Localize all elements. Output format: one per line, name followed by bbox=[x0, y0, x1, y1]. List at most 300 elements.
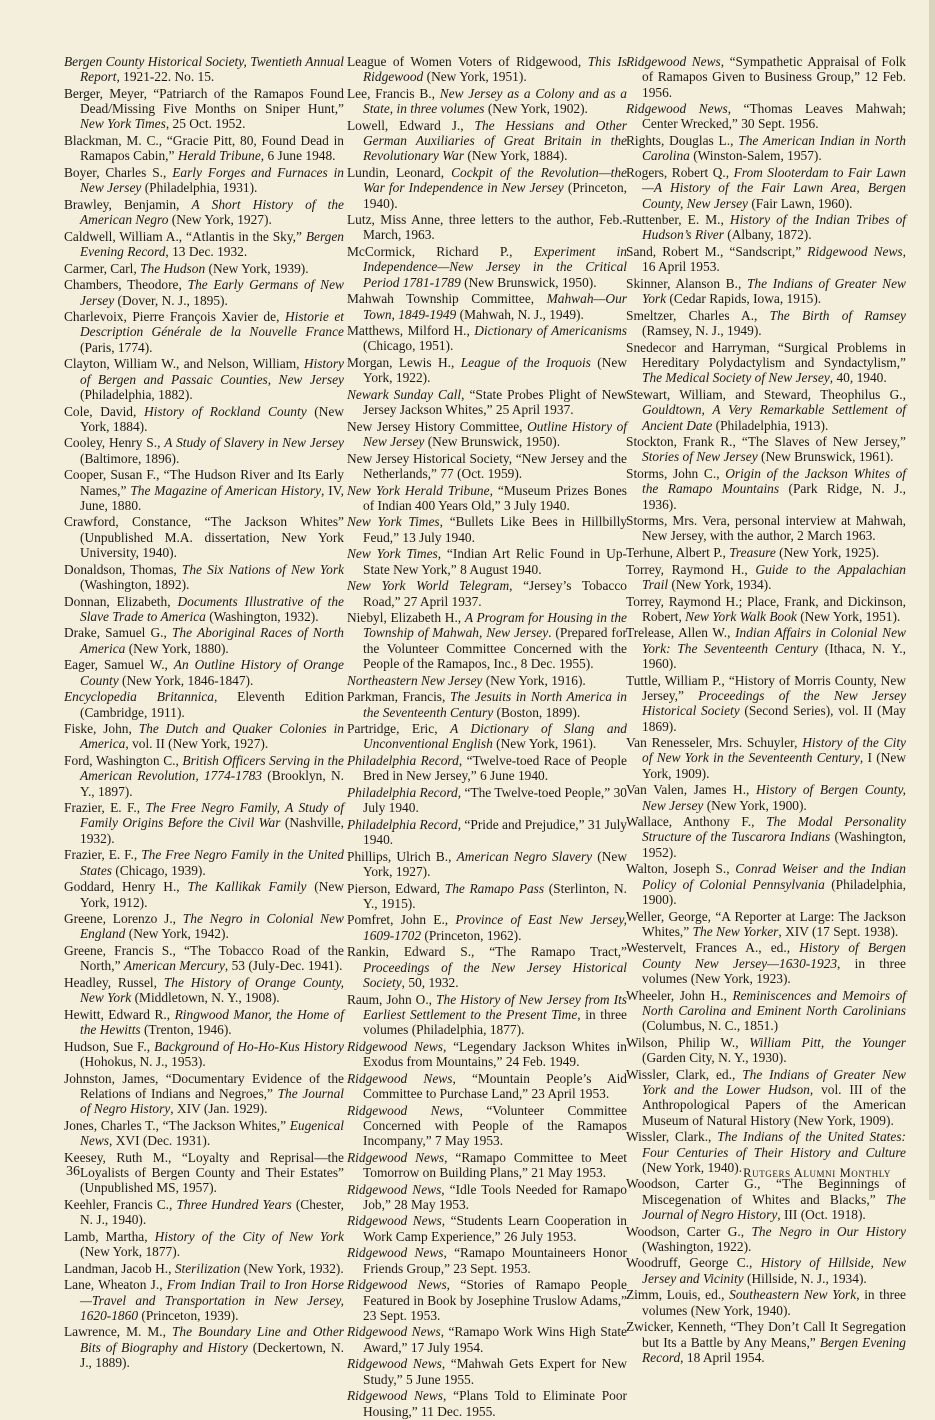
entry-title-text: American Mercury bbox=[123, 958, 225, 974]
bibliography-entry bbox=[347, 1071, 627, 1102]
entry-text: (New York, 1951). bbox=[423, 69, 527, 85]
bibliography-entry bbox=[626, 940, 906, 986]
entry-title-text: A Short History of the American Negro bbox=[80, 196, 345, 228]
bibliography-entry bbox=[626, 594, 906, 625]
entry-title-text: New York World Telegram bbox=[347, 578, 510, 594]
bibliography-entry bbox=[626, 513, 906, 544]
bibliography-entry bbox=[347, 1388, 627, 1419]
bibliography-entry bbox=[347, 753, 627, 784]
entry-text: (New York, 1927). bbox=[168, 212, 272, 228]
bibliography-entry bbox=[64, 1261, 344, 1276]
entry-text: (Mahwah, N. J., 1949). bbox=[456, 306, 584, 322]
entry-text: Goddard, Henry H., bbox=[64, 879, 188, 895]
entry-title-text: The Kallikak Family bbox=[187, 879, 307, 895]
entry-title-text: Ridgewood News bbox=[347, 1388, 444, 1404]
bibliography-entry bbox=[64, 911, 344, 942]
entry-text: Walton, Joseph S., bbox=[626, 861, 736, 877]
entry-text: (Ithaca, N. Y., 1960). bbox=[642, 640, 906, 672]
entry-text: , 1921-22. No. 15. bbox=[116, 69, 215, 85]
entry-text: (New York, 1902). bbox=[484, 101, 588, 117]
entry-text: Rogers, Robert Q., bbox=[626, 164, 734, 180]
entry-title-text: Guide to the Appalachian Trail bbox=[642, 561, 906, 592]
entry-text: , “Thomas Leaves Mahwah; Center Wrecked,” 30 Sept. 1956. bbox=[642, 101, 906, 132]
bibliography-entry bbox=[626, 545, 906, 560]
entry-text: (New York, 1884). bbox=[464, 148, 568, 164]
entry-title-text: Three Hundred Years bbox=[176, 1196, 292, 1212]
entry-title-text: New York Walk Book bbox=[685, 608, 797, 624]
bibliography-entry bbox=[347, 451, 627, 482]
entry-text: , vol. III of the Anthropological Papers of the American Museum of Natural History (New York, 1909). bbox=[642, 1082, 907, 1128]
bibliography-column-1 bbox=[64, 54, 344, 1372]
entry-text: (Park Ridge, N. J., 1936). bbox=[642, 481, 906, 512]
entry-title-text: Ridgewood News bbox=[347, 1245, 444, 1261]
entry-text: Johnston, James, “Documentary Evidence of the Relations of Indians and Negroes,” bbox=[64, 1070, 344, 1101]
entry-text: , “Twelve-toed Race of People Bred in New Jersey,” 6 June 1940. bbox=[363, 753, 627, 784]
entry-title-text: Ridgewood News bbox=[347, 1149, 445, 1165]
bibliography-entry bbox=[64, 1150, 344, 1196]
entry-title-text: Background of Ho-Ho-Kus History bbox=[154, 1038, 344, 1054]
entry-text: (New York, 1880). bbox=[125, 640, 229, 656]
bibliography-entry bbox=[64, 753, 344, 799]
entry-text: (New York, 1877). bbox=[80, 1244, 181, 1260]
entry-text: Jones, Charles T., “The Jackson Whites,” bbox=[64, 1117, 290, 1133]
entry-text: , “State Probes Plight of New Jersey Jackson Whites,” 25 April 1937. bbox=[363, 386, 627, 418]
entry-text: (New York, 1900). bbox=[703, 797, 807, 813]
entry-text: (New York, 1961). bbox=[492, 736, 597, 752]
entry-text: , “Pride and Prejudice,” 31 July 1940. bbox=[363, 816, 627, 848]
entry-text: Drake, Samuel G., bbox=[64, 625, 172, 641]
bibliography-entry bbox=[64, 721, 344, 752]
entry-title-text: Philadelphia Record bbox=[347, 753, 459, 768]
entry-text: , “Ramapo Committee to Meet Tomorrow on Building Plans,” 21 May 1953. bbox=[363, 1149, 627, 1180]
entry-text: Crawford, Constance, “The Jackson Whites” (Unpublished M.A. dissertation, New York University, 1940). bbox=[64, 514, 344, 561]
entry-text: , XIV (Jan. 1929). bbox=[170, 1101, 268, 1117]
bibliography-entry bbox=[347, 1324, 627, 1355]
entry-text: (Middletown, N. Y., 1908). bbox=[131, 990, 280, 1006]
entry-text: New Jersey Historical Society, “New Jersey and the Netherlands,” 77 (Oct. 1959). bbox=[347, 450, 627, 481]
entry-text: (New York, 1846-1847). bbox=[118, 672, 254, 688]
publication-name: Rutgers Alumni Monthly bbox=[743, 1166, 891, 1180]
entry-text: , III (Oct. 1918). bbox=[777, 1206, 866, 1222]
entry-text: , “Bullets Like Bees in Hillbilly Feud,” 13 July 1940. bbox=[363, 514, 627, 545]
entry-title-text: Southeastern New York bbox=[729, 1287, 857, 1303]
bibliography-entry bbox=[626, 1176, 906, 1222]
entry-title-text: The Indians of Greater New York and the Lower Hudson bbox=[642, 1066, 906, 1098]
entry-text: Ruttenber, E. M., bbox=[626, 212, 730, 228]
entry-title-text: Sterilization bbox=[174, 1260, 241, 1276]
bibliography-entry bbox=[626, 244, 906, 275]
entry-text: , “The Twelve-toed People,” 30 July 1940. bbox=[363, 784, 627, 816]
entry-title-text: The History of Orange County, New York bbox=[80, 974, 344, 1006]
bibliography-entry bbox=[64, 435, 344, 466]
entry-text: (Washington, 1892). bbox=[80, 576, 190, 592]
entry-title-text: Province of East New Jersey, 1609-1702 bbox=[363, 912, 627, 943]
bibliography-entry bbox=[64, 1118, 344, 1149]
entry-title-text: Dictionary of Americanisms bbox=[474, 323, 627, 339]
entry-text: (New Brunswick, 1950). bbox=[460, 274, 597, 290]
bibliography-entry bbox=[347, 546, 627, 577]
entry-text: Lutz, Miss Anne, three letters to the author, Feb.-March, 1963. bbox=[347, 212, 627, 243]
entry-text: , “Legendary Jackson Whites in Exodus from Mountains,” 24 Feb. 1949. bbox=[363, 1038, 627, 1070]
entry-text: Woodson, Carter G., bbox=[626, 1223, 752, 1239]
entry-text: , 18 April 1954. bbox=[680, 1349, 765, 1365]
entry-title-text: Bergen County Historical Society, Twentieth Annual Report bbox=[64, 54, 344, 85]
entry-text: Greene, Lorenzo J., bbox=[64, 911, 183, 927]
entry-text: League of Women Voters of Ridgewood, bbox=[347, 54, 588, 69]
bibliography-entry bbox=[347, 992, 627, 1038]
entry-text: (Fair Lawn, 1960). bbox=[748, 195, 853, 211]
bibliography-column-2 bbox=[347, 54, 627, 1420]
bibliography-entry bbox=[64, 1324, 344, 1370]
entry-title-text: An Outline History of Orange County bbox=[80, 657, 344, 688]
entry-title-text: Ridgewood News bbox=[347, 1070, 453, 1086]
entry-text: , 16 April 1953. bbox=[642, 244, 906, 275]
entry-text: (Hillside, N. J., 1934). bbox=[743, 1270, 867, 1286]
entry-text: (Chicago, 1951). bbox=[363, 338, 454, 354]
entry-text: (New Brunswick, 1961). bbox=[757, 449, 894, 465]
entry-title-text: A Study of Slavery in New Jersey bbox=[164, 435, 345, 451]
entry-title-text: The Indians of Greater New York bbox=[642, 275, 906, 307]
bibliography-entry bbox=[626, 276, 906, 307]
entry-text: (Garden City, N. Y., 1930). bbox=[642, 1050, 787, 1066]
entry-text: (Second Series), vol. II (May 1869). bbox=[642, 703, 907, 734]
entry-title-text: Ridgewood News bbox=[347, 1102, 460, 1118]
entry-text: (New York, 1912). bbox=[80, 879, 344, 910]
bibliography-entry bbox=[626, 1035, 906, 1066]
entry-text: McCormick, Richard P., bbox=[347, 244, 534, 260]
entry-text: Raum, John O., bbox=[347, 991, 437, 1007]
bibliography-entry bbox=[64, 309, 344, 355]
entry-text: Niebyl, Elizabeth H., bbox=[347, 610, 465, 626]
bibliography-entry bbox=[347, 514, 627, 545]
entry-title-text: Ridgewood News bbox=[347, 1324, 441, 1340]
bibliography-entry bbox=[626, 782, 906, 813]
entry-title-text: American Negro Slavery bbox=[456, 848, 593, 864]
entry-text: , in three volumes (New York, 1940). bbox=[642, 1287, 906, 1318]
entry-text: (New York, 1916). bbox=[482, 672, 586, 688]
entry-text: (Philadelphia, 1900). bbox=[642, 876, 906, 907]
entry-text: Blackman, M. C., “Gracie Pitt, 80, Found Dead in Ramapos Cabin,” bbox=[64, 133, 344, 164]
bibliography-entry bbox=[347, 212, 627, 243]
entry-text: Lamb, Martha, bbox=[64, 1228, 155, 1244]
entry-text: (New York, 1932). bbox=[240, 1260, 344, 1276]
entry-text: , XIV (17 Sept. 1938). bbox=[778, 923, 899, 939]
entry-text: , “Ramapo Work Wins High State Award,” 17 July 1954. bbox=[363, 1324, 627, 1355]
bibliography-entry bbox=[64, 261, 344, 276]
bibliography-entry bbox=[64, 800, 344, 846]
entry-title-text: New York Times bbox=[80, 116, 166, 132]
bibliography-entry bbox=[347, 291, 627, 322]
entry-title-text: New Jersey as a Colony and as a State, in three volumes bbox=[363, 85, 627, 117]
entry-title-text: Herald Tribune bbox=[177, 148, 261, 164]
entry-title-text: History of Rockland County bbox=[143, 403, 307, 419]
entry-title-text: The Medical Society of New Jersey bbox=[642, 370, 830, 386]
entry-text: Ford, Washington C., bbox=[64, 753, 183, 768]
entry-title-text: The Early Germans of New Jersey bbox=[80, 277, 344, 308]
entry-title-text: Stories of New Jersey bbox=[642, 449, 758, 465]
entry-text: , in three volumes (New York, 1923). bbox=[642, 955, 906, 987]
entry-text: , in three volumes (Philadelphia, 1877). bbox=[363, 1006, 627, 1038]
entry-title-text: Encyclopedia Britannica bbox=[64, 689, 214, 705]
entry-title-text: Ringwood Manor, the Home of the Hewitts bbox=[80, 1006, 344, 1038]
entry-title-text: From Slooterdam to Fair Lawn—A History of the Fair Lawn Area, Bergen County, New Jersey bbox=[642, 164, 907, 211]
entry-text: , “Idle Tools Needed for Ramapo Job,” 28 May 1953. bbox=[363, 1181, 627, 1212]
entry-title-text: The Six Nations of New York bbox=[181, 561, 344, 577]
entry-text: (New York, 1939). bbox=[205, 260, 309, 276]
entry-text: , 40, 1940. bbox=[829, 370, 887, 386]
entry-text: Keehler, Francis C., bbox=[64, 1196, 177, 1212]
entry-text: Matthews, Milford H., bbox=[347, 323, 475, 339]
entry-title-text: From Indian Trail to Iron Horse—Travel and Transportation in New Jersey, 1620-1860 bbox=[80, 1277, 344, 1323]
entry-title-text: Cockpit of the Revolution—the War for Independence in New Jersey bbox=[363, 164, 627, 196]
entry-title-text: Documents Illustrative of the Slave Trade to America bbox=[80, 593, 344, 624]
bibliography-entry bbox=[626, 562, 906, 593]
entry-text: (New York, 1934). bbox=[668, 576, 772, 592]
entry-text: , “Mahwah Gets Expert for New Study,” 5 June 1955. bbox=[363, 1356, 627, 1387]
bibliography-entry bbox=[64, 86, 344, 132]
entry-text: (New York, 1942). bbox=[125, 926, 229, 942]
entry-title-text: The Magazine of American History bbox=[130, 482, 322, 498]
entry-text: Fiske, John, bbox=[64, 721, 139, 737]
entry-text: Lane, Wheaton J., bbox=[64, 1277, 167, 1293]
entry-text: , “Stories of Ramapo People Featured in Book by Josephine Truslow Adams,” 23 Sept. 1953. bbox=[363, 1277, 627, 1323]
page-number: 36 bbox=[66, 1164, 80, 1179]
entry-text: (Baltimore, 1896). bbox=[80, 450, 180, 466]
entry-title-text: Gouldtown, A Very Remarkable Settlement of Ancient Date bbox=[642, 402, 906, 433]
entry-title-text: The New Yorker bbox=[692, 923, 779, 939]
entry-text: Storms, John C., bbox=[626, 465, 726, 481]
entry-text: Lee, Francis B., bbox=[347, 85, 440, 101]
bibliography-entry bbox=[347, 355, 627, 386]
bibliography-entry bbox=[347, 165, 627, 211]
entry-title-text: Philadelphia Record bbox=[347, 784, 458, 800]
bibliography-entry bbox=[626, 308, 906, 339]
entry-text: Pomfret, John E., bbox=[347, 912, 456, 928]
entry-title-text: The History of New Jersey from Its Earliest Settlement to the Present Time bbox=[363, 991, 627, 1022]
entry-title-text: William Pitt, the Younger bbox=[749, 1034, 906, 1050]
entry-title-text: British Officers Serving in the American Revolution, 1774-1783 bbox=[80, 753, 344, 784]
bibliography-entry bbox=[64, 689, 344, 720]
bibliography-entry bbox=[347, 912, 627, 943]
bibliography-entry bbox=[626, 1255, 906, 1286]
bibliography-entry bbox=[64, 514, 344, 560]
entry-text: , “Museum Prizes Bones of Indian 400 Years Old,” 3 July 1940. bbox=[363, 482, 627, 513]
entry-title-text: History of Bergen County, New Jersey bbox=[642, 782, 906, 813]
entry-title-text: Ridgewood News bbox=[347, 1038, 444, 1054]
entry-text: Cole, David, bbox=[64, 403, 144, 419]
entry-text: (Paris, 1774). bbox=[80, 339, 153, 355]
bibliography-entry bbox=[626, 133, 906, 164]
entry-text: (Sterlinton, N. Y., 1915). bbox=[363, 880, 627, 911]
entry-text: Parkman, Francis, bbox=[347, 689, 451, 705]
bibliography-entry bbox=[347, 849, 627, 880]
entry-text: Donaldson, Thomas, bbox=[64, 561, 182, 577]
bibliography-entry bbox=[64, 229, 344, 260]
bibliography-entry bbox=[347, 1213, 627, 1244]
entry-title-text: The Ramapo Pass bbox=[444, 880, 545, 896]
entry-text: , “Plans Told to Eliminate Poor Housing,” 11 Dec. 1955. bbox=[363, 1388, 627, 1419]
entry-text: , “Students Learn Cooperation in Work Camp Experience,” 26 July 1953. bbox=[363, 1213, 627, 1244]
bibliography-entry bbox=[64, 277, 344, 308]
entry-title-text: The Hudson bbox=[140, 260, 206, 276]
bibliography-entry bbox=[64, 943, 344, 974]
entry-title-text: Ridgewood News bbox=[347, 1181, 442, 1197]
bibliography-entry bbox=[347, 86, 627, 117]
entry-text: , I (New York, 1909). bbox=[642, 750, 906, 781]
entry-text: (New Brunswick, 1950). bbox=[424, 434, 561, 450]
bibliography-entry bbox=[64, 133, 344, 164]
entry-text: Rankin, Edward S., “The Ramapo Tract,” bbox=[347, 944, 627, 960]
entry-text: (Deckertown, N. J., 1889). bbox=[80, 1339, 344, 1371]
bibliography-entry bbox=[64, 1007, 344, 1038]
bibliography-entry bbox=[347, 54, 627, 85]
bibliography-entry bbox=[626, 340, 906, 386]
entry-text: Storms, Mrs. Vera, personal interview at Mahwah, New Jersey, with the author, 2 March 1963. bbox=[626, 513, 906, 544]
bibliography-entry bbox=[626, 625, 906, 671]
bibliography-entry bbox=[347, 610, 627, 671]
page-edge bbox=[929, 0, 935, 1200]
entry-text: Torrey, Raymond H., bbox=[626, 561, 756, 577]
bibliography-entry bbox=[626, 54, 906, 100]
bibliography-entry bbox=[347, 387, 627, 418]
entry-text: Snedecor and Harryman, “Surgical Problems in Hereditary Polydactylism and Syndactylism,” bbox=[626, 339, 906, 371]
entry-text: , XVI (Dec. 1931). bbox=[109, 1133, 211, 1149]
entry-title-text: The American Indian in North Carolina bbox=[642, 133, 906, 164]
bibliography-entry bbox=[64, 1277, 344, 1323]
entry-text: Skinner, Alanson B., bbox=[626, 275, 747, 291]
bibliography-entry bbox=[347, 1150, 627, 1181]
entry-text: Frazier, E. F., bbox=[64, 800, 146, 816]
entry-text: (Winston-Salem, 1957). bbox=[689, 148, 822, 164]
entry-text: , “Sympathetic Appraisal of Folk of Ramapos Given to Business Group,” 12 Feb. 1956. bbox=[642, 54, 906, 100]
entry-text: (Washington, 1932). bbox=[205, 608, 319, 624]
entry-title-text: History of Hillside, New Jersey and Vicinity bbox=[642, 1255, 907, 1286]
entry-text: , “Indian Art Relic Found in Up-State New York,” 8 August 1940. bbox=[363, 546, 627, 577]
entry-text: Keesey, Ruth M., “Loyalty and Reprisal—the Loyalists of Bergen County and Their Estates” (Unpublished MS, 1957). bbox=[64, 1149, 344, 1196]
entry-text: Wheeler, John H., bbox=[626, 987, 733, 1003]
bibliography-entry bbox=[626, 1319, 906, 1365]
entry-text: , vol. II (New York, 1927). bbox=[125, 736, 269, 752]
entry-title-text: The Free Negro Family, A Study of Family Origins Before the Civil War bbox=[80, 800, 344, 831]
entry-title-text: Reminiscences and Memoirs of North Carolina and Eminent North Carolinians bbox=[642, 987, 906, 1018]
entry-title-text: Ridgewood News bbox=[807, 244, 903, 260]
entry-text: Greene, Francis S., “The Tobacco Road of the North,” bbox=[64, 943, 344, 974]
bibliography-entry bbox=[64, 847, 344, 878]
entry-text: (Princeton, 1940). bbox=[363, 180, 627, 211]
entry-title-text: History of Bergen County New Jersey—1630-1923 bbox=[642, 940, 906, 971]
entry-title-text: Ridgewood News bbox=[626, 101, 728, 117]
entry-text: , 6 June 1948. bbox=[260, 148, 336, 164]
entry-text: (Brooklyn, N. Y., 1897). bbox=[80, 768, 344, 799]
entry-title-text: Bergen Evening Record bbox=[80, 228, 344, 260]
entry-text: Charlevoix, Pierre François Xavier de, bbox=[64, 309, 285, 325]
entry-text: (Hohokus, N. J., 1953). bbox=[80, 1054, 206, 1070]
entry-text: , IV, June, 1880. bbox=[80, 482, 344, 513]
entry-title-text: Experiment in Independence—New Jersey in the Critical Period 1781-1789 bbox=[363, 244, 627, 290]
bibliography-entry bbox=[626, 988, 906, 1034]
entry-text: Morgan, Lewis H., bbox=[347, 355, 461, 371]
bibliography-entry bbox=[64, 1197, 344, 1228]
bibliography-entry bbox=[64, 197, 344, 228]
entry-text: Wallace, Anthony F., bbox=[626, 814, 767, 830]
bibliography-entry bbox=[626, 673, 906, 734]
entry-text: Landman, Jacob H., bbox=[64, 1260, 175, 1276]
entry-title-text: The Journal of Negro History bbox=[80, 1085, 344, 1117]
entry-text: (Nashville, 1932). bbox=[80, 815, 344, 846]
bibliography-entry bbox=[626, 861, 906, 907]
bibliography-entry bbox=[347, 1277, 627, 1323]
entry-text: Sand, Robert M., “Sandscript,” bbox=[626, 244, 808, 260]
entry-title-text: History of the City of New York bbox=[154, 1228, 344, 1244]
entry-text: (New York, 1927). bbox=[363, 848, 628, 879]
entry-title-text: Treasure bbox=[729, 545, 776, 561]
bibliography-entry bbox=[64, 657, 344, 688]
entry-text: New Jersey History Committee, bbox=[347, 418, 528, 434]
entry-text: Wissler, Clark, ed., bbox=[626, 1066, 743, 1082]
bibliography-entry bbox=[347, 419, 627, 450]
entry-title-text: New York Times bbox=[347, 514, 440, 530]
bibliography-entry bbox=[347, 721, 627, 752]
entry-title-text: Newark Sunday Call bbox=[347, 386, 462, 402]
entry-title-text: The Journal of Negro History bbox=[642, 1191, 906, 1222]
bibliography-entry bbox=[64, 467, 344, 513]
bibliography-entry bbox=[626, 1067, 906, 1128]
bibliography-entry bbox=[626, 1224, 906, 1255]
entry-text: Phillips, Ulrich B., bbox=[347, 848, 457, 864]
entry-title-text: The Hessians and Other German Auxiliaries of Great Britain in the Revolutionary War bbox=[363, 117, 627, 164]
bibliography-entry bbox=[64, 625, 344, 656]
entry-text: (Chicago, 1939). bbox=[112, 862, 206, 878]
entry-title-text: The Negro in Colonial New England bbox=[80, 911, 344, 942]
bibliography-entry bbox=[626, 165, 906, 211]
entry-text: (New York, 1925). bbox=[775, 545, 880, 561]
entry-title-text: Philadelphia Record bbox=[347, 816, 458, 832]
bibliography-entry bbox=[347, 817, 627, 848]
entry-title-text: The Free Negro Family in the United States bbox=[80, 847, 344, 878]
entry-title-text: The Boundary Line and Other Bits of Biography and History bbox=[80, 1324, 345, 1355]
bibliography-entry bbox=[626, 434, 906, 465]
entry-title-text: Proceedings of the New Jersey Historical Society bbox=[363, 959, 627, 990]
bibliography-entry bbox=[347, 118, 627, 164]
entry-text: (Dover, N. J., 1895). bbox=[114, 292, 228, 308]
entry-text: Zwicker, Kenneth, “They Don’t Call It Segregation but Its a Battle by Any Means,” bbox=[626, 1319, 906, 1350]
entry-text: . (Prepared for the Volunteer Committee Concerned with the People of the Ramapos, Inc., 8 Dec. 1955). bbox=[363, 625, 627, 672]
entry-text: Donnan, Elizabeth, bbox=[64, 593, 178, 609]
entry-text: Stockton, Frank R., “The Slaves of New Jersey,” bbox=[626, 434, 906, 450]
entry-text: Zimm, Louis, ed., bbox=[626, 1287, 730, 1303]
bibliography-entry bbox=[626, 466, 906, 512]
entry-title-text: Conrad Weiser and the Indian Policy of Colonial Pennsylvania bbox=[642, 861, 906, 892]
entry-text: (Columbus, N. C., 1851.) bbox=[642, 1018, 779, 1034]
entry-title-text: The Jesuits in North America in the Seventeenth Century bbox=[363, 689, 627, 720]
entry-title-text: The Birth of Ramsey bbox=[769, 307, 907, 323]
entry-title-text: History of the City of New York in the Seventeenth Century bbox=[642, 735, 906, 766]
entry-title-text: The Indians of the United States: Four Centuries of Their History and Culture bbox=[642, 1129, 906, 1160]
entry-text: Van Valen, James H., bbox=[626, 782, 757, 798]
bibliography-entry bbox=[626, 1287, 906, 1318]
entry-text: Brawley, Benjamin, bbox=[64, 196, 192, 212]
entry-title-text: Ridgewood News bbox=[347, 1356, 442, 1372]
entry-text: Trelease, Allen W., bbox=[626, 625, 736, 641]
entry-title-text: Historie et Description Générale de la Nouvelle France bbox=[80, 309, 345, 340]
bibliography-entry bbox=[347, 689, 627, 720]
entry-text: , Eleventh Edition (Cambridge, 1911). bbox=[80, 689, 345, 720]
entry-title-text: The Negro in Our History bbox=[751, 1223, 907, 1239]
entry-title-text: Eugenical News bbox=[80, 1117, 344, 1149]
entry-text: Lowell, Edward J., bbox=[347, 117, 475, 133]
entry-title-text: Proceedings of the New Jersey Historical Society bbox=[642, 687, 907, 719]
entry-text: (Washington, 1952). bbox=[642, 829, 907, 860]
